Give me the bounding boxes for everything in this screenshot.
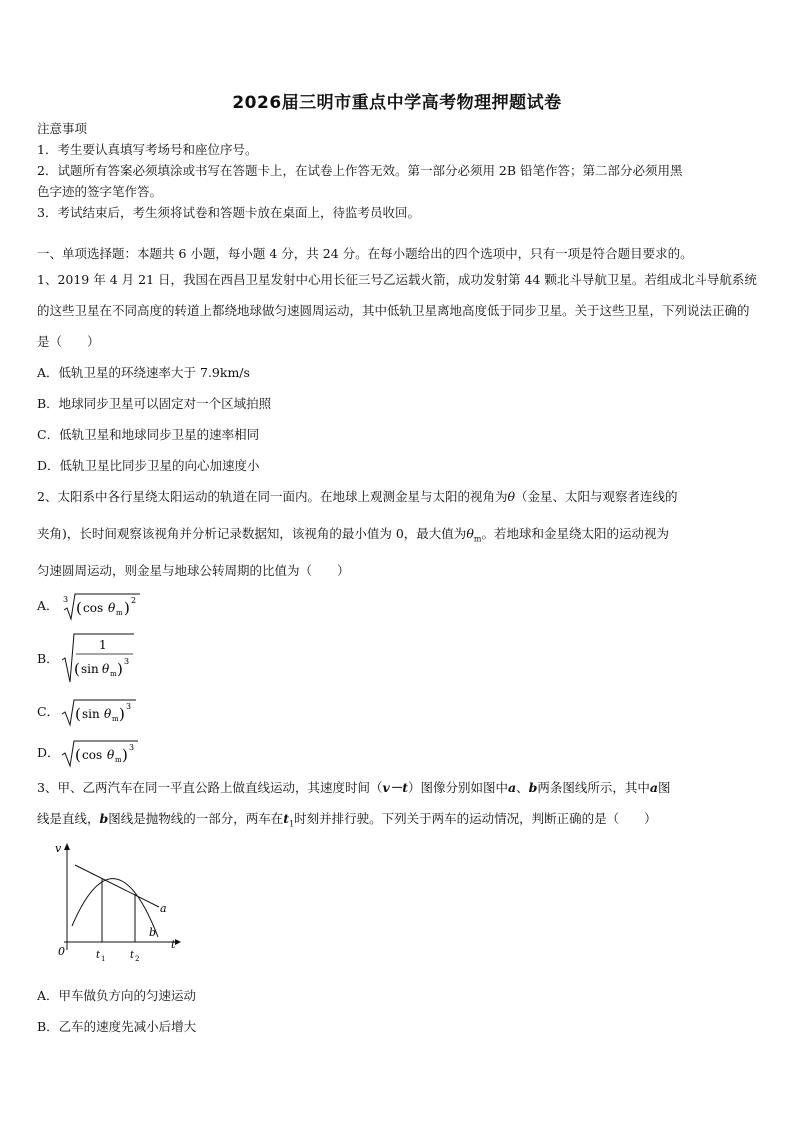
curve-a-label: a xyxy=(649,780,659,795)
q2-text: 夹角)，长时间观察该视角并分析记录数据知，该视角的最小值为 0，最大值为 xyxy=(37,526,467,541)
svg-text:(: ( xyxy=(75,705,81,723)
exponent: 3 xyxy=(129,743,135,752)
exponent: 3 xyxy=(124,657,130,666)
curve-b-label: b xyxy=(528,780,538,795)
q2-option-b-label: B． xyxy=(37,651,59,666)
svg-text:): ) xyxy=(122,746,128,764)
question-3-stem-line1 xyxy=(37,780,671,796)
line-a xyxy=(75,865,159,907)
q3-text: 时刻并排行驶。下列关于两车的运动情况，判断正确的是（ ） xyxy=(294,811,657,826)
q2-option-d-label: D． xyxy=(37,745,60,760)
q2-text: 2、太阳系中各行星绕太阳运动的轨道在同一面内。在地球上观测金星与太阳的视角为 xyxy=(37,489,508,504)
q2-option-d-formula xyxy=(60,737,150,769)
svg-text:(: ( xyxy=(76,599,82,617)
curve-a-label: a xyxy=(508,780,517,795)
root-index: 3 xyxy=(63,595,69,604)
curve-a-tag: a xyxy=(160,902,167,915)
q3-text: 3、甲、乙两汽车在同一平直公路上做直线运动，其速度时间（ xyxy=(37,780,383,795)
q3-text: 图线是抛物线的一部分，两车在 xyxy=(108,811,284,826)
q1-option-c: C．低轨卫星和地球同步卫星的速率相同 xyxy=(37,427,260,442)
exponent: 3 xyxy=(126,702,132,711)
theta-subscript: m xyxy=(112,715,119,723)
theta-subscript: m xyxy=(115,756,122,764)
q3-text: 、 xyxy=(516,780,529,795)
t1-tick-subscript: 1 xyxy=(101,955,106,963)
origin-label: 0 xyxy=(58,945,65,958)
q3-text: ）图像分别如图中 xyxy=(408,780,509,795)
q2-option-b-formula xyxy=(60,630,150,684)
q2-text: （金星、太阳与观察者连线的 xyxy=(515,489,678,504)
theta-symbol: θ xyxy=(108,601,116,615)
q3-text: 两条图线所示，其中 xyxy=(537,780,650,795)
fn-name: cos xyxy=(83,601,104,615)
q2-option-c-formula xyxy=(60,696,150,728)
question-2-stem-line2 xyxy=(37,526,669,548)
svg-text:): ) xyxy=(117,660,123,678)
q1-option-a: A．低轨卫星的环绕速率大于 7.9km/s xyxy=(37,365,250,380)
svg-text:): ) xyxy=(124,599,130,617)
t2-tick-subscript: 2 xyxy=(135,955,140,963)
notice-heading: 注意事项 xyxy=(37,121,88,136)
svg-text:(: ( xyxy=(75,746,81,764)
q3-option-a: A．甲车做负方向的匀速运动 xyxy=(37,988,197,1003)
q3-text: 线是直线， xyxy=(37,811,100,826)
vt-graph xyxy=(35,838,185,968)
fn-name: sin xyxy=(82,707,100,721)
vt-label: v－t xyxy=(382,780,409,795)
t1-subscript: 1 xyxy=(289,819,295,829)
theta-symbol: θ xyxy=(102,662,110,676)
section-heading: 一、单项选择题：本题共 6 小题，每小题 4 分，共 24 分。在每小题给出的四个选项中，只有一项是符合题目要求的。 xyxy=(37,246,693,261)
q2-option-c-label: C． xyxy=(37,704,60,719)
theta-subscript: m xyxy=(110,670,117,678)
fn-name: cos xyxy=(82,748,103,762)
question-1-stem: 1、2019 年 4 月 21 日，我国在西昌卫星发射中心用长征三号乙运载火箭，成功发射第 44 颗北斗导航卫星。若组成北斗导航系统的这些卫星在不同高度的转道上都绕地球做匀速圆周运动，其中低轨卫星离地高度低于同步卫星。关于这些卫星，下列说法正确的是（ ） xyxy=(37,272,757,349)
notice-item-2: 2．试题所有答案必须填涂或书写在答题卡上，在试卷上作答无效。第一部分必须用 2B 铅笔作答；第二部分必须用黑 xyxy=(37,163,683,178)
question-3-stem-line2 xyxy=(37,811,657,833)
notice-item-1: 1．考生要认真填写考场号和座位序号。 xyxy=(37,142,258,157)
svg-text:(: ( xyxy=(74,660,80,678)
theta-symbol: θ xyxy=(104,707,112,721)
q1-option-d: D．低轨卫星比同步卫星的向心加速度小 xyxy=(37,458,260,473)
v-axis-arrow-icon xyxy=(64,843,70,850)
t2-tick-label: t xyxy=(130,950,135,961)
theta-max-symbol: θ xyxy=(466,526,474,541)
t1-label: t xyxy=(283,811,290,826)
theta-subscript: m xyxy=(116,609,123,617)
theta-symbol: θ xyxy=(107,748,115,762)
question-2-stem-line3: 匀速圆周运动，则金星与地球公转周期的比值为（ ） xyxy=(37,563,350,578)
curve-b-label: b xyxy=(99,811,109,826)
notice-item-2-cont: 色字迹的签字笔作答。 xyxy=(37,184,163,199)
v-axis-label: v xyxy=(55,842,62,855)
q2-option-a-formula xyxy=(60,590,150,622)
exponent: 2 xyxy=(131,596,137,605)
fn-name: sin xyxy=(81,662,99,676)
t-axis-label: t xyxy=(171,938,176,951)
curve-b-tag: b xyxy=(149,926,157,939)
page-title: 2026届三明市重点中学高考物理押题试卷 xyxy=(232,93,562,113)
theta-symbol: θ xyxy=(507,489,515,504)
t1-tick-label: t xyxy=(96,950,101,961)
q3-option-b: B．乙车的速度先减小后增大 xyxy=(37,1019,197,1034)
curve-b xyxy=(72,879,158,937)
q2-text: 。若地球和金星绕太阳的运动视为 xyxy=(481,526,669,541)
q1-option-b: B．地球同步卫星可以固定对一个区域拍照 xyxy=(37,396,272,411)
t-axis-arrow-icon xyxy=(175,939,181,945)
notice-item-3: 3．考试结束后，考生须将试卷和答题卡放在桌面上，待监考员收回。 xyxy=(37,205,420,220)
q3-text: 图 xyxy=(658,780,671,795)
theta-subscript: m xyxy=(473,534,482,544)
numerator: 1 xyxy=(99,638,107,652)
q2-option-a-label: A． xyxy=(37,598,59,613)
question-2-stem-line1 xyxy=(37,489,678,505)
svg-text:): ) xyxy=(119,705,125,723)
